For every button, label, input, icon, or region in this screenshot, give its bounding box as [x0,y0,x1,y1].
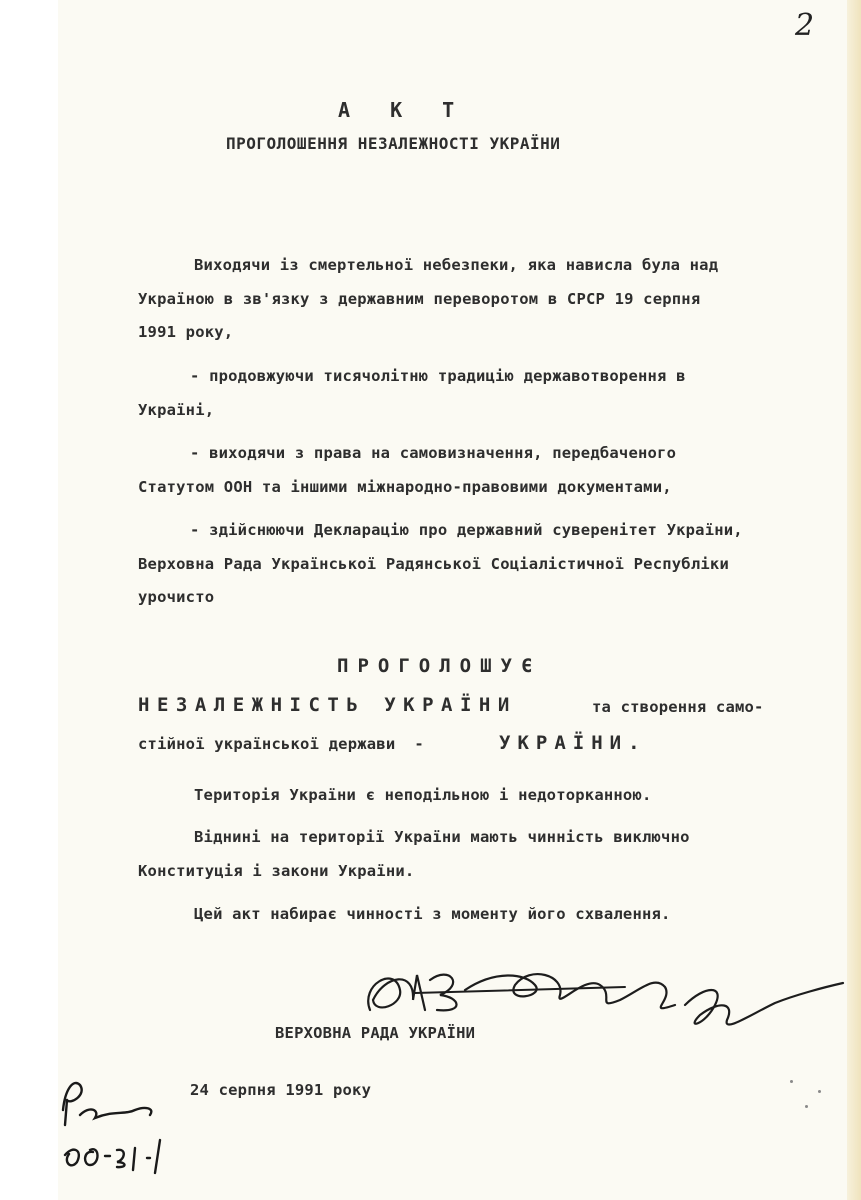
preamble-line: Верховна Рада Української Радянської Соціалістичної Республіки [138,555,729,573]
independence-continuation: та створення само- [592,698,764,716]
preamble-line: Виходячи із смертельної небезпеки, яка нависла була над [194,256,719,274]
preamble-line: - здійснюючи Декларацію про державний суверенітет України, [190,521,743,539]
scan-margin-right [847,0,861,1200]
scan-speck [790,1080,793,1083]
laws-clause-line: Конституція і закони України. [138,862,415,880]
effect-clause: Цей акт набирає чинності з моменту його схвалення. [194,905,671,923]
preamble-line: урочисто [138,588,215,606]
independence-heading: НЕЗАЛЕЖНІСТЬ УКРАЇНИ [138,694,517,716]
document-subtitle: ПРОГОЛОШЕННЯ НЕЗАЛЕЖНОСТІ УКРАЇНИ [226,134,561,153]
preamble-line: Україною в зв'язку з державним переворотом в СРСР 19 серпня [138,290,701,308]
ukraine-heading: УКРАЇНИ. [499,732,647,754]
proclaims-heading: ПРОГОЛОШУЄ [337,655,542,677]
signatory: ВЕРХОВНА РАДА УКРАЇНИ [275,1024,476,1042]
preamble-line: Статутом ООН та іншими міжнародно-правовими документами, [138,478,672,496]
state-line: стійної української держави - [138,735,424,753]
document-date: 24 серпня 1991 року [190,1081,372,1099]
handwritten-note [55,1070,175,1180]
page-number: 2 [795,8,815,43]
scan-speck [805,1105,808,1108]
scan-margin-left [0,0,58,1200]
laws-clause-line: Віднині на території України мають чинність виключно [194,828,690,846]
document-title: А К Т [338,98,469,122]
territory-clause: Територія України є неподільною і недоторканною. [194,786,652,804]
scan-speck [818,1090,821,1093]
preamble-line: - виходячи з права на самовизначення, передбаченого [190,444,677,462]
preamble-line: Україні, [138,401,215,419]
preamble-line: 1991 року, [138,323,234,341]
preamble-line: - продовжуючи тисячолітню традицію державотворення в [190,367,686,385]
